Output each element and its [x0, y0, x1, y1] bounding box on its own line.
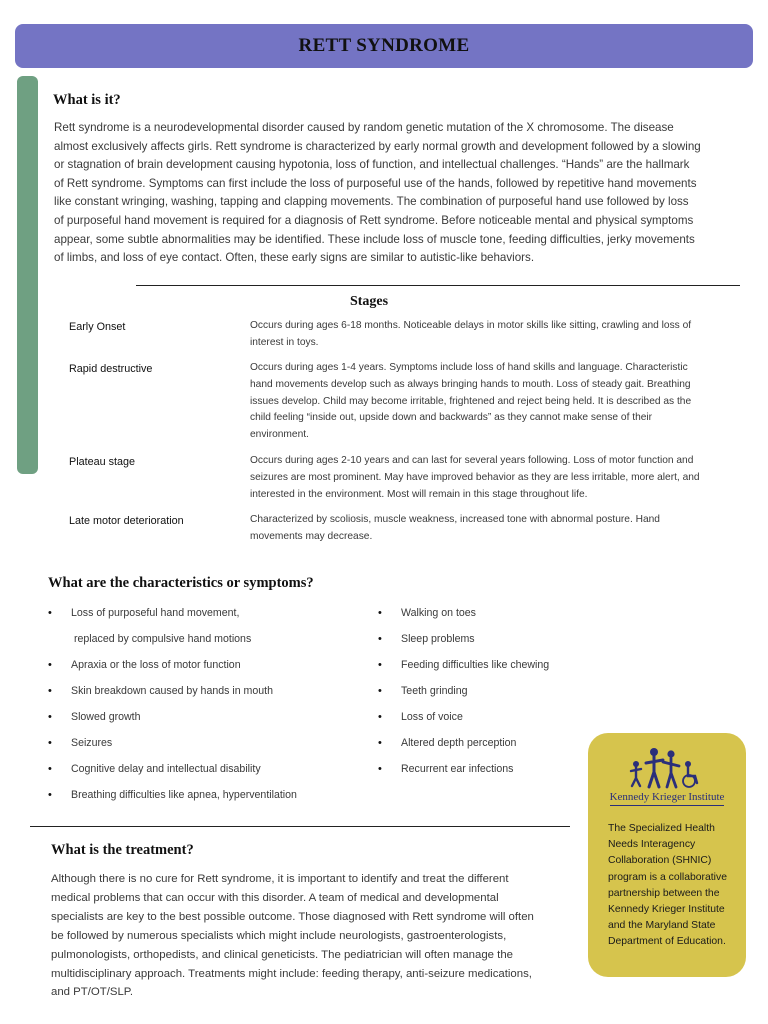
bullet-icon: • — [48, 685, 52, 697]
bullet-icon: • — [378, 659, 382, 671]
list-item: • Loss of purposeful hand movement, — [48, 607, 240, 619]
list-item: • Seizures — [48, 737, 113, 749]
bullet-icon: • — [48, 711, 52, 723]
list-item: • Loss of voice — [378, 711, 463, 723]
paragraph-line: pulmonologists, orthopedists, and clinical geneticists. The pediatrician will often manage the — [51, 948, 514, 961]
bullet-icon: • — [48, 737, 52, 749]
stage-line: hand movements develop such as always bringing hands to mouth. Loss of steady gait. Breathing — [250, 378, 691, 390]
card-line: and the Maryland State — [608, 920, 716, 932]
title-bar — [15, 24, 753, 68]
bullet-icon: • — [378, 711, 382, 723]
list-item: • Skin breakdown caused by hands in mouth — [48, 685, 273, 697]
paragraph-line: be followed by numerous specialists which might include neurologists, gastroenterologists, — [51, 929, 507, 942]
bullet-icon: • — [378, 685, 382, 697]
paragraph-line: specialists are key to the best possible outcome. Those diagnosed with Rett syndrome will often — [51, 910, 534, 923]
what-is-it-heading: What is it? — [53, 92, 121, 108]
stage-name: Plateau stage — [69, 456, 136, 468]
stages-heading: Stages — [349, 294, 389, 309]
logo-wordmark: Kennedy Krieger Institute — [609, 791, 725, 803]
card-line: program is a collaborative — [608, 871, 727, 883]
stage-line: child feeling “inside out, upside down and backwards” as they cannot make sense of their — [250, 412, 653, 424]
list-item: • Recurrent ear infections — [378, 763, 514, 775]
bullet-icon: • — [48, 607, 52, 619]
paragraph-line: medical problems that can occur with this disorder. A team of medical and developmental — [51, 891, 499, 904]
list-item: replaced by compulsive hand motions — [74, 633, 252, 645]
list-item: • Altered depth perception — [378, 737, 517, 749]
stage-line: interested in the environment. Most will remain in this stage throughout life. — [250, 488, 588, 500]
stage-description — [250, 360, 726, 444]
stage-name: Early Onset — [69, 321, 126, 333]
stage-name: Rapid destructive — [69, 363, 153, 375]
symptoms-list-right — [378, 606, 588, 788]
what-is-it-paragraph — [54, 119, 744, 268]
paragraph-line: Although there is no cure for Rett syndrome, it is important to identify and treat the different — [51, 873, 509, 885]
stage-line: movements may decrease. — [250, 530, 373, 542]
stage-name: Late motor deterioration — [69, 515, 184, 527]
people-family-wheelchair-icon — [622, 747, 712, 789]
paragraph-line: appear, some subtle abnormalities may be identified. These include loss of muscle tone, feeding difficulties, jerky movements — [54, 232, 695, 246]
stage-line: seizures are most prominent. May have improved behavior as they are less irritable, more alert, and — [250, 471, 700, 483]
list-item: • Breathing difficulties like apnea, hyperventilation — [48, 789, 297, 801]
card-line: partnership between the — [608, 887, 720, 899]
paragraph-line: of limbs, and loss of eye contact. Often, these early signs are similar to autistic-like behaviors. — [54, 251, 535, 265]
list-item: • Walking on toes — [378, 607, 476, 619]
list-item: • Sleep problems — [378, 633, 475, 645]
list-item: • Teeth grinding — [378, 685, 468, 697]
card-line: Needs Interagency — [608, 839, 696, 851]
treatment-heading: What is the treatment? — [51, 842, 194, 858]
list-item: • Apraxia or the loss of motor function — [48, 659, 241, 671]
treatment-paragraph — [51, 870, 581, 1002]
bullet-icon: • — [378, 633, 382, 645]
symptoms-heading: What are the characteristics or symptoms? — [48, 575, 314, 591]
bullet-icon: • — [48, 763, 52, 775]
stage-line: interest in toys. — [250, 336, 319, 348]
paragraph-line: of purposeful hand movement is required for a diagnosis of Rett syndrome. Before noticeable mental and physical symptoms — [54, 213, 694, 227]
list-item: • Cognitive delay and intellectual disability — [48, 763, 261, 775]
card-line: The Specialized Health — [608, 823, 715, 834]
paragraph-line: multidisciplinary approach. Treatments might include: feeding therapy, anti-seizure medications, — [51, 967, 532, 980]
paragraph-line: or stagnation of brain development causing hypotonia, loss of function, and intellectual challenges. “Hands” are the hallmark — [54, 158, 690, 172]
card-line: Department of Education. — [608, 936, 726, 948]
paragraph-line: and PT/OT/SLP. — [51, 986, 134, 999]
bullet-icon: • — [378, 737, 382, 749]
stage-line: issues develop. Child may become irritable, frightened and reject being held. It is described as the — [250, 395, 692, 407]
bullet-icon: • — [378, 607, 382, 619]
bullet-icon: • — [48, 659, 52, 671]
page-title: RETT SYNDROME — [298, 35, 470, 56]
paragraph-line: almost exclusively affects girls. Rett syndrome is characterized by early normal growth and development followed by a slowing — [54, 139, 701, 153]
symptoms-list-left — [48, 606, 368, 814]
paragraph-line: like constant wringing, washing, tapping and clapping movements. The combination of purposeful hand use followed by loss — [54, 195, 689, 209]
logo-underline — [610, 805, 724, 806]
list-item: • Feeding difficulties like chewing — [378, 659, 550, 671]
stage-line: Occurs during ages 6-18 months. Noticeable delays in motor skills like sitting, crawling and loss of — [250, 320, 692, 331]
stage-line: Characterized by scoliosis, muscle weakness, increased tone with abnormal posture. Hand — [250, 514, 660, 525]
stage-description — [250, 512, 726, 546]
section-divider — [136, 285, 740, 286]
stage-line: environment. — [250, 429, 309, 441]
stage-line: Occurs during ages 1-4 years. Symptoms include loss of hand skills and language. Characteristic — [250, 362, 688, 373]
card-line: Kennedy Krieger Institute — [608, 904, 725, 916]
paragraph-line: Rett syndrome is a neurodevelopmental disorder caused by random genetic mutation of the X chromosome. The disease — [54, 121, 674, 134]
card-description — [608, 821, 736, 951]
stage-line: Occurs during ages 2-10 years and can last for several years following. Loss of motor function and — [250, 455, 694, 466]
bullet-icon: • — [378, 763, 382, 775]
stage-description — [250, 453, 726, 503]
section-divider — [30, 826, 570, 827]
side-accent-bar — [17, 76, 38, 474]
list-item: • Slowed growth — [48, 711, 141, 723]
shnic-info-card — [588, 733, 746, 977]
bullet-icon: • — [48, 789, 52, 801]
stage-description — [250, 318, 726, 352]
paragraph-line: of Rett syndrome. Symptoms can first include the loss of purposeful use of the hands, followed by repetitive hand movements — [54, 176, 697, 190]
card-line: Collaboration (SHNIC) — [608, 855, 712, 867]
